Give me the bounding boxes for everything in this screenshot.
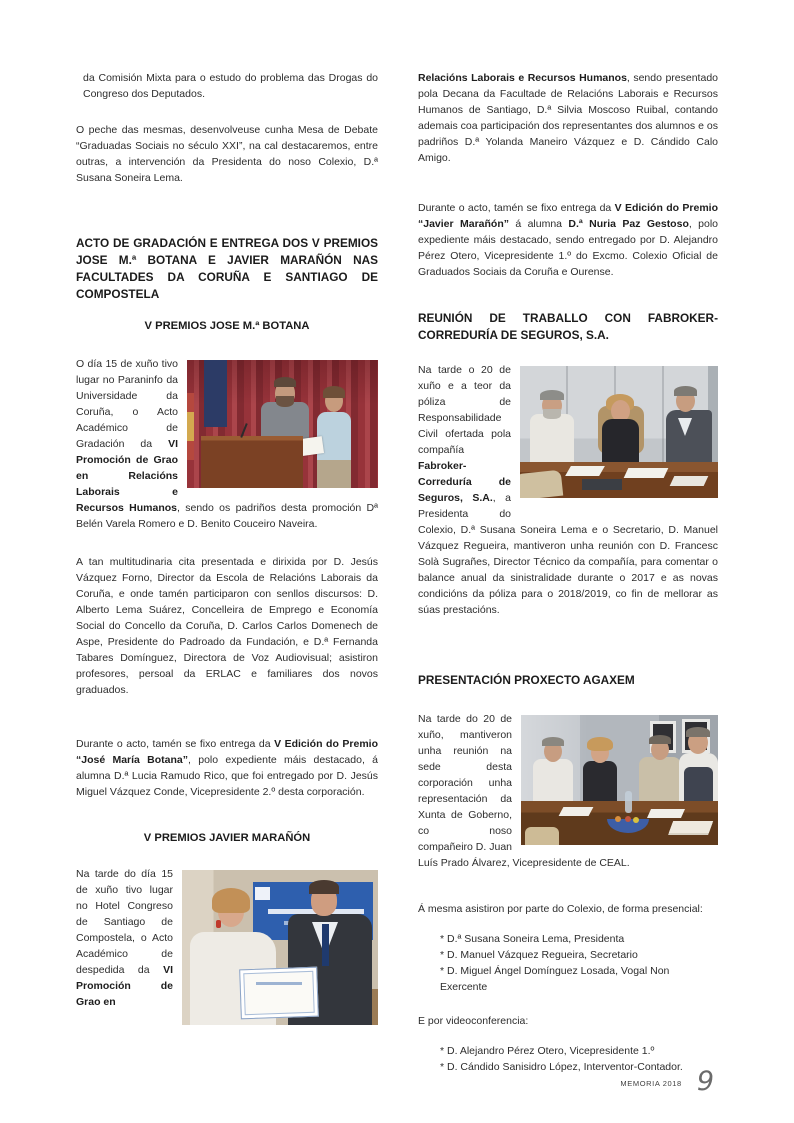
paragraph-video-intro: E por videoconferencia: xyxy=(418,1015,529,1027)
heading-agaxem: PRESENTACIÓN PROXECTO AGAXEM xyxy=(418,673,635,687)
wooden-podium xyxy=(201,436,303,488)
secretary-figure xyxy=(530,414,574,466)
heading-fabroker: REUNIÓN DE TRABALLO CON FABROKER-CORREDURÍA DE SEGUROS, S.A. xyxy=(418,311,718,342)
paragraph-peche: O peche das mesmas, desenvolveuse cunha Mesa de Debate “Graduadas Sociais no século XXI”, na cal destacaremos, entre outras, a intervención da Presidenta do noso Colexio, D.ª Susana Soneira Lema. xyxy=(76,124,378,184)
paragraph-maranon-text: Na tarde do día 15 de xuño tivo lugar no Hotel Congreso de Santiago de Compostela, o Acto Académico de despedida da VI Promoción de Grao en xyxy=(76,868,173,1008)
paragraph-agaxem-text: Na tarde do 20 de xuño, mantiveron unha reunión na sede desta corporación unha representación da Xunta de Goberno, co noso compañeiro D. Juan Luís Prado Álvarez, Vicepresidente de CEAL. xyxy=(418,713,630,869)
paragraph-asistiron-intro: Á mesma asistiron por parte do Colexio, de forma presencial: xyxy=(418,903,703,915)
director-hair xyxy=(674,386,697,396)
spain-flag xyxy=(187,393,194,460)
secretary-hair xyxy=(540,390,564,400)
maranon-award-photo xyxy=(182,870,378,1025)
document-sheet xyxy=(647,809,685,818)
paragraph-fabroker xyxy=(418,362,718,618)
subheading-premios-maranon: V PREMIOS JAVIER MARAÑÓN xyxy=(143,832,311,844)
agaxem-meeting-photo xyxy=(521,715,718,845)
red-earring xyxy=(216,920,221,928)
paragraph-durante-maranon: Durante o acto, tamén se fixo entrega da V Edición do Premio “Javier Marañón” á alumna D.ª Nuria Paz Gestoso, polo expediente máis destacado, sendo entregado por D. Alejandro Pérez Otero, Vicepresidente 1.º do Excmo. Colexio Oficial de Graduados Sociais da Coruña e Ourense. xyxy=(418,202,719,278)
document-sheet xyxy=(670,476,709,486)
paragraph-durante-botana: Durante o acto, tamén se fixo entrega da V Edición do Premio “José María Botana”, polo expediente máis destacado, á alumna D.ª Lucia Ramudo Rico, que foi entregado por D. Jesús Miguel Vázquez Conde, Vicepresidente 2.º desta corporación. xyxy=(76,738,378,798)
president-figure xyxy=(602,419,639,463)
presenter-tie xyxy=(322,924,329,966)
graduate-trousers xyxy=(317,458,351,488)
paragraph-multitudinaria: A tan multitudinaria cita presentada e dirixida por D. Jesús Vázquez Forno, Director da Escola de Relacións Laborais da Coruña, e onde tamén participaron con senllos discursos: D. Alberto Lema Suárez, Concelleira de Emprego e Economía Social do Concello da Coruña, D. Carlos Carlos Domenech de Aspe, Presidente do Padroado da Fundación, e D.ª Fernanda Tabares Domínguez, Directora de Voz Audiovisual; asistiron profesores, persoal da ERLAC e familiares dos novos graduados. xyxy=(76,556,378,696)
page-footer xyxy=(620,1068,714,1095)
subheading-premios-botana: V PREMIOS JOSE M.ª BOTANA xyxy=(144,320,310,332)
president-figure xyxy=(583,761,617,801)
document-sheet xyxy=(624,468,669,478)
presencial-attendees-list xyxy=(418,931,718,995)
document-sheet xyxy=(565,466,605,476)
left-column xyxy=(76,70,378,1035)
presenter-beard xyxy=(276,396,294,407)
paragraph-fabroker-text: Na tarde o 20 de xuño e a teor da póliza de Responsabilidade Civil ofertada pola compañía Fabroker-Correduría de Seguros, S.A., a Presidenta do Colexio, D.ª Susana Soneira Lema e o Secretario, D. Manuel Vázquez Regueira, mantiveron unha reunión con D. Francesc Solà Sugrañes, Director Técnico da compañía, para comentar o balance anual da sinistralidade durante o 2017 e as novas condicións da póliza para o 2018/2019, co fin de mellorar as súas prestacións. xyxy=(418,364,718,616)
attendee-figure xyxy=(533,759,573,803)
awardee-hair xyxy=(212,888,250,913)
presenter-hair xyxy=(309,880,339,894)
vicepresident-hair xyxy=(686,727,710,737)
footer-label: MEMORIA 2018 xyxy=(620,1079,682,1088)
paragraph-maranon xyxy=(76,866,378,1010)
attendee-figure xyxy=(639,757,681,805)
fabroker-meeting-photo xyxy=(520,366,718,498)
foreground-chair xyxy=(525,827,559,845)
heading-acto-gradacion: ACTO DE GRADACIÓN E ENTREGA DOS V PREMIOS JOSE M.ª BOTANA E JAVIER MARAÑÓN NAS FACULTADES DA CORUÑA E SANTIAGO DE COMPOSTELA xyxy=(76,236,378,301)
notepad xyxy=(669,821,713,833)
paragraph-agaxem xyxy=(418,711,718,871)
list-item: * D. Cándido Sanisidro López, Interventor-Contador. xyxy=(440,1061,683,1073)
foreground-chair xyxy=(520,470,563,498)
water-bottle xyxy=(625,791,632,813)
graduation-ceremony-photo xyxy=(187,360,378,488)
certificate-text-line xyxy=(256,982,302,985)
list-item: * D.ª Susana Soneira Lema, Presidenta xyxy=(440,933,625,945)
list-item: * D. Alejandro Pérez Otero, Vicepresidente 1.º xyxy=(440,1045,655,1057)
attendee-hair xyxy=(542,737,564,746)
graduate-hair xyxy=(323,386,345,398)
attendee-hair xyxy=(649,735,671,744)
award-certificate xyxy=(239,967,319,1020)
paragraph-maranon-continuation: Relacións Laborais e Recursos Humanos, sendo presentado pola Decana da Facultade de Relacións Laborais e Recursos Humanos de Santiago, D.ª Silvia Moscoso Ruibal, contando ademais coa participación dos representantes dos alumnos e os padriños D.ª Yolanda Maneiro Vázquez e D. Cándido Calo Amigo. xyxy=(418,72,718,164)
president-hair xyxy=(587,737,613,751)
eu-flag xyxy=(204,360,227,427)
page-number: 9 xyxy=(696,1066,714,1097)
secretary-beard xyxy=(543,409,561,419)
list-item: * D. Miguel Ángel Domínguez Losada, Vogal Non Exercente xyxy=(440,965,670,993)
paragraph-botana-text: O día 15 de xuño tivo lugar no Paraninfo da Universidade da Coruña, o Acto Académico de Gradación da VI Promoción de Grao en Relacións Laborais e Recursos Humanos, sendo os padriños desta promoción Dª Belén Varela Romero e D. Benito Couceiro Naveira. xyxy=(76,358,378,530)
paragraph-comision-mixta: da Comisión Mixta para o estudo do problema das Drogas do Congreso dos Deputados. xyxy=(83,72,378,100)
document-sheet xyxy=(559,807,594,816)
fruit xyxy=(615,816,621,822)
list-item: * D. Manuel Vázquez Regueira, Secretario xyxy=(440,949,638,961)
paragraph-botana xyxy=(76,356,378,532)
right-column xyxy=(418,70,718,1075)
banner-logo xyxy=(255,887,270,900)
presenter-hair xyxy=(274,377,296,387)
dark-folder xyxy=(582,479,622,490)
